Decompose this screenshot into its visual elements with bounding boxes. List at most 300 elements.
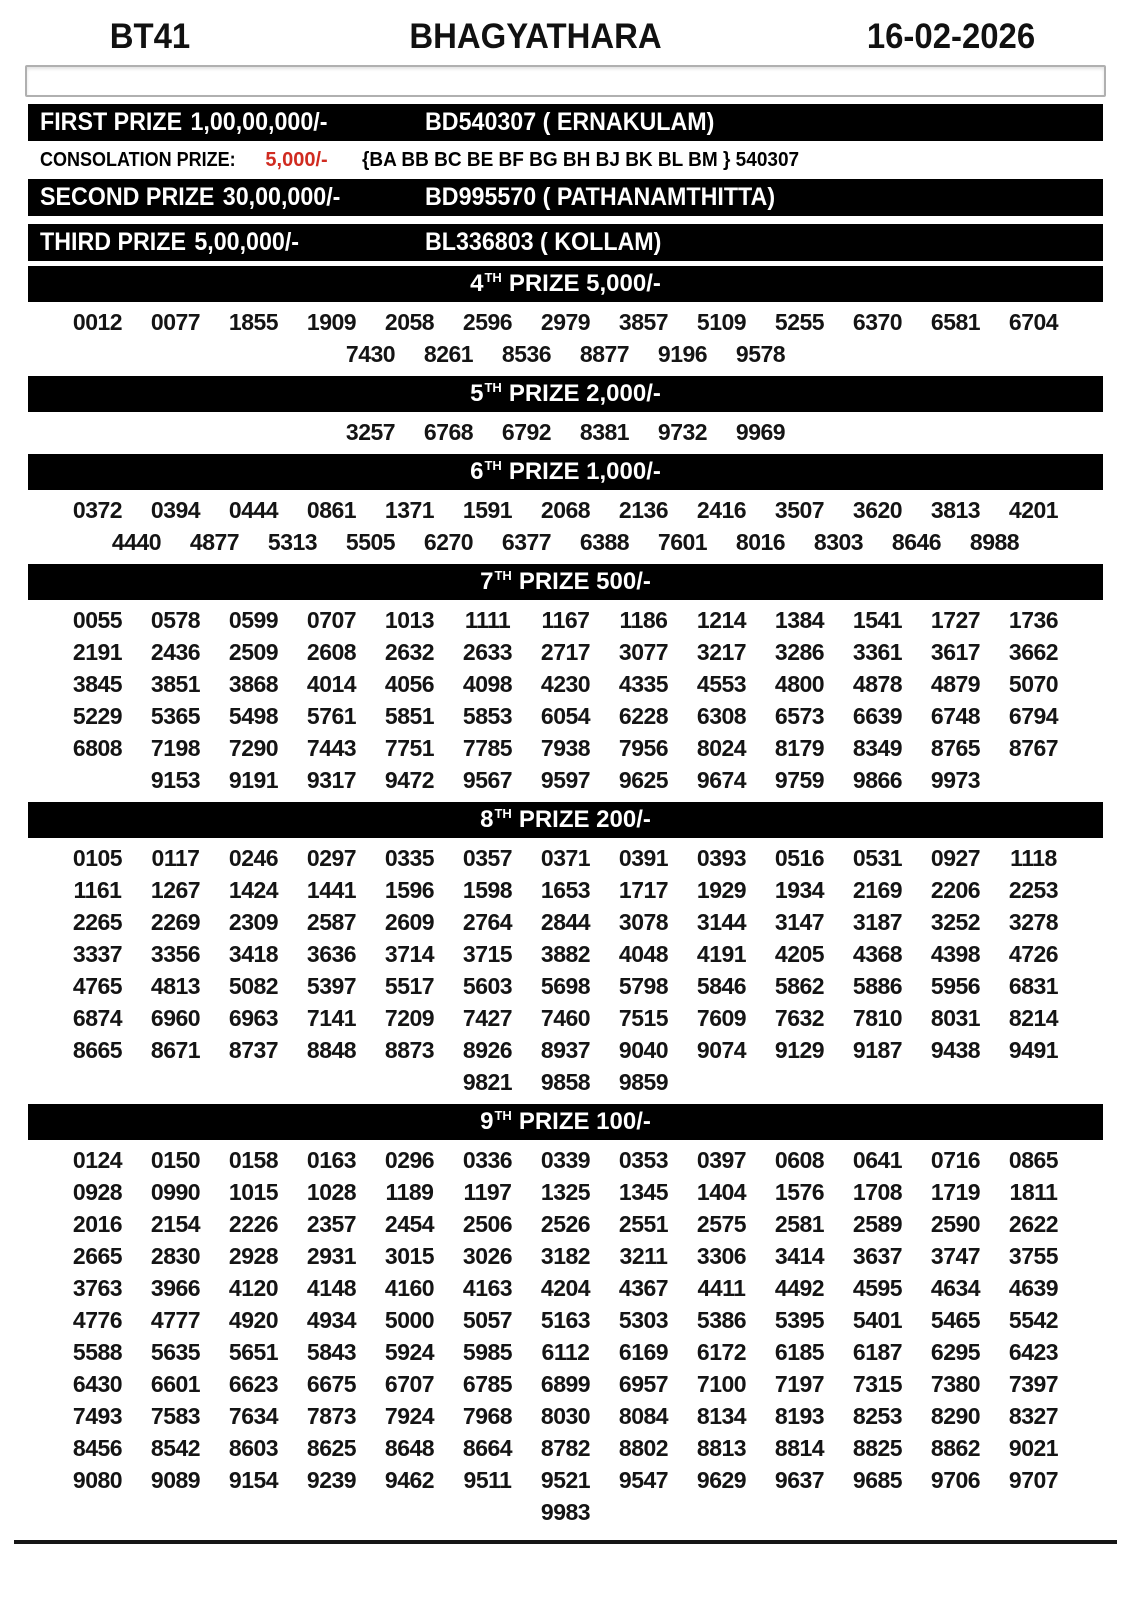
ticket-number: 5517 bbox=[384, 973, 435, 999]
ticket-number: 8261 bbox=[423, 341, 474, 367]
ticket-number: 4920 bbox=[228, 1307, 279, 1333]
ticket-number: 4411 bbox=[697, 1275, 746, 1301]
ticket-number: 4120 bbox=[228, 1275, 279, 1301]
ticket-number: 1909 bbox=[306, 309, 357, 335]
ticket-number: 8988 bbox=[969, 529, 1020, 555]
prize-section-9th bbox=[0, 1104, 1131, 1528]
ticket-number: 4048 bbox=[618, 941, 669, 967]
ticket-number: 9732 bbox=[657, 419, 708, 445]
ticket-number: 3845 bbox=[72, 671, 123, 697]
ticket-number: 1441 bbox=[306, 877, 357, 903]
ticket-number: 1189 bbox=[385, 1179, 434, 1205]
ticket-number: 7634 bbox=[228, 1403, 279, 1429]
prize-section-5th bbox=[0, 376, 1131, 448]
ticket-number: 0394 bbox=[150, 497, 201, 523]
ticket-number: 1325 bbox=[540, 1179, 591, 1205]
ticket-number: 8665 bbox=[72, 1037, 123, 1063]
ticket-number: 4813 bbox=[150, 973, 201, 999]
ticket-number: 9191 bbox=[228, 767, 279, 793]
ticket-number: 5386 bbox=[696, 1307, 747, 1333]
ticket-number: 2016 bbox=[72, 1211, 123, 1237]
number-row bbox=[28, 668, 1103, 700]
ticket-number: 2136 bbox=[618, 497, 669, 523]
ticket-number: 0105 bbox=[72, 845, 123, 871]
third-prize-name: THIRD PRIZE bbox=[40, 228, 186, 256]
ticket-number: 7397 bbox=[1008, 1371, 1059, 1397]
ticket-number: 2622 bbox=[1008, 1211, 1059, 1237]
draw-code: BT41 bbox=[109, 17, 191, 56]
ticket-number: 7209 bbox=[384, 1005, 435, 1031]
ticket-number: 8825 bbox=[852, 1435, 903, 1461]
ticket-number: 1727 bbox=[930, 607, 981, 633]
ticket-number: 7968 bbox=[462, 1403, 513, 1429]
ticket-number: 7197 bbox=[774, 1371, 825, 1397]
ticket-number: 7583 bbox=[150, 1403, 201, 1429]
ticket-number: 8877 bbox=[579, 341, 630, 367]
second-prize-winner: BD995570 ( PATHANAMTHITTA) bbox=[425, 183, 776, 211]
ticket-number: 4368 bbox=[852, 941, 903, 967]
ticket-number: 8303 bbox=[813, 529, 864, 555]
number-row bbox=[28, 938, 1103, 970]
ticket-number: 4056 bbox=[384, 671, 435, 697]
ticket-number: 4160 bbox=[384, 1275, 435, 1301]
ticket-number: 6228 bbox=[618, 703, 669, 729]
ticket-number: 4230 bbox=[540, 671, 591, 697]
ticket-number: 3252 bbox=[930, 909, 981, 935]
ticket-number: 5082 bbox=[228, 973, 279, 999]
ticket-number: 9969 bbox=[735, 419, 786, 445]
ticket-number: 8214 bbox=[1008, 1005, 1059, 1031]
ticket-number: 6377 bbox=[501, 529, 552, 555]
ticket-number: 8625 bbox=[306, 1435, 357, 1461]
ticket-number: 8648 bbox=[384, 1435, 435, 1461]
ticket-number: 3620 bbox=[852, 497, 903, 523]
number-row bbox=[28, 416, 1103, 448]
ticket-number: 3182 bbox=[540, 1243, 591, 1269]
number-row bbox=[28, 1400, 1103, 1432]
number-row bbox=[28, 526, 1103, 558]
ticket-number: 0357 bbox=[462, 845, 513, 871]
ticket-number: 5498 bbox=[228, 703, 279, 729]
number-row bbox=[28, 338, 1103, 370]
ticket-number: 6601 bbox=[150, 1371, 201, 1397]
third-prize-label bbox=[40, 228, 398, 257]
ticket-number: 4014 bbox=[306, 671, 357, 697]
ticket-number: 7609 bbox=[696, 1005, 747, 1031]
ticket-number: 1598 bbox=[462, 877, 513, 903]
ticket-number: 0927 bbox=[930, 845, 981, 871]
ticket-number: 9472 bbox=[384, 767, 435, 793]
ticket-number: 6185 bbox=[774, 1339, 825, 1365]
winning-numbers-4th bbox=[28, 306, 1103, 370]
ticket-number: 3361 bbox=[852, 639, 903, 665]
ticket-number: 0336 bbox=[462, 1147, 513, 1173]
prize-band-9th bbox=[28, 1104, 1103, 1140]
ticket-number: 3636 bbox=[306, 941, 357, 967]
ticket-number: 6792 bbox=[501, 419, 552, 445]
ticket-number: 1929 bbox=[696, 877, 747, 903]
ticket-number: 6794 bbox=[1008, 703, 1059, 729]
ticket-number: 0516 bbox=[774, 845, 825, 871]
ticket-number: 9706 bbox=[930, 1467, 981, 1493]
ticket-number: 1424 bbox=[228, 877, 279, 903]
ticket-number: 6808 bbox=[72, 735, 123, 761]
ticket-number: 7924 bbox=[384, 1403, 435, 1429]
winning-numbers-9th bbox=[28, 1144, 1103, 1528]
ticket-number: 9821 bbox=[462, 1069, 513, 1095]
ticket-number: 2357 bbox=[306, 1211, 357, 1237]
ticket-number: 0578 bbox=[150, 607, 201, 633]
ticket-number: 6295 bbox=[930, 1339, 981, 1365]
ticket-number: 6639 bbox=[852, 703, 903, 729]
ticket-number: 7427 bbox=[462, 1005, 513, 1031]
ticket-number: 6707 bbox=[384, 1371, 435, 1397]
ticket-number: 5956 bbox=[930, 973, 981, 999]
ticket-number: 2717 bbox=[540, 639, 591, 665]
number-row bbox=[28, 1176, 1103, 1208]
ticket-number: 3015 bbox=[384, 1243, 435, 1269]
ticket-number: 6785 bbox=[462, 1371, 513, 1397]
ticket-number: 1576 bbox=[774, 1179, 825, 1205]
ticket-number: 2590 bbox=[930, 1211, 981, 1237]
ticket-number: 6963 bbox=[228, 1005, 279, 1031]
ticket-number: 0865 bbox=[1008, 1147, 1059, 1173]
ticket-number: 3507 bbox=[774, 497, 825, 523]
ticket-number: 7141 bbox=[306, 1005, 357, 1031]
ticket-number: 1811 bbox=[1009, 1179, 1058, 1205]
ticket-number: 9759 bbox=[774, 767, 825, 793]
prize-band-6th bbox=[28, 454, 1103, 490]
ticket-number: 8767 bbox=[1008, 735, 1059, 761]
ticket-number: 8016 bbox=[735, 529, 786, 555]
second-prize-name: SECOND PRIZE bbox=[40, 183, 215, 211]
ticket-number: 1541 bbox=[852, 607, 903, 633]
ticket-number: 7873 bbox=[306, 1403, 357, 1429]
number-row bbox=[28, 1464, 1103, 1496]
ticket-number: 4877 bbox=[189, 529, 240, 555]
ticket-number: 9547 bbox=[618, 1467, 669, 1493]
number-row bbox=[28, 842, 1103, 874]
ticket-number: 2665 bbox=[72, 1243, 123, 1269]
ticket-number: 7810 bbox=[852, 1005, 903, 1031]
ticket-number: 0012 bbox=[72, 309, 123, 335]
ticket-number: 3882 bbox=[540, 941, 591, 967]
ticket-number: 4398 bbox=[930, 941, 981, 967]
prize-band-7th bbox=[28, 564, 1103, 600]
ticket-number: 0335 bbox=[384, 845, 435, 871]
ticket-number: 1015 bbox=[228, 1179, 279, 1205]
ticket-number: 9080 bbox=[72, 1467, 123, 1493]
ticket-number: 4634 bbox=[930, 1275, 981, 1301]
number-row bbox=[28, 1272, 1103, 1304]
draw-date: 16-02-2026 bbox=[866, 17, 1036, 56]
prize-section-6th bbox=[0, 454, 1131, 558]
ticket-number: 8926 bbox=[462, 1037, 513, 1063]
ticket-number: 6172 bbox=[696, 1339, 747, 1365]
third-prize-amount: 5,00,000/- bbox=[194, 228, 300, 256]
ticket-number: 9597 bbox=[540, 767, 591, 793]
ticket-number: 6831 bbox=[1008, 973, 1059, 999]
ticket-number: 7380 bbox=[930, 1371, 981, 1397]
ticket-number: 7198 bbox=[150, 735, 201, 761]
ticket-number: 3747 bbox=[930, 1243, 981, 1269]
ticket-number: 5542 bbox=[1008, 1307, 1059, 1333]
ticket-number: 3617 bbox=[930, 639, 981, 665]
ticket-number: 2589 bbox=[852, 1211, 903, 1237]
ticket-number: 0117 bbox=[151, 845, 200, 871]
ticket-number: 5229 bbox=[72, 703, 123, 729]
number-row bbox=[28, 1208, 1103, 1240]
ticket-number: 3211 bbox=[619, 1243, 668, 1269]
ticket-number: 3714 bbox=[384, 941, 435, 967]
ticket-number: 8327 bbox=[1008, 1403, 1059, 1429]
ticket-number: 2253 bbox=[1008, 877, 1059, 903]
ticket-number: 3306 bbox=[696, 1243, 747, 1269]
ticket-number: 6874 bbox=[72, 1005, 123, 1031]
ticket-number: 1167 bbox=[541, 607, 590, 633]
ticket-number: 6308 bbox=[696, 703, 747, 729]
ticket-number: 2269 bbox=[150, 909, 201, 935]
ticket-number: 9438 bbox=[930, 1037, 981, 1063]
ticket-number: 0444 bbox=[228, 497, 279, 523]
ticket-number: 0391 bbox=[618, 845, 669, 871]
ticket-number: 5465 bbox=[930, 1307, 981, 1333]
ticket-number: 6768 bbox=[423, 419, 474, 445]
ticket-number: 4335 bbox=[618, 671, 669, 697]
prize-title-9th: 9TH PRIZE 100/- bbox=[480, 1108, 651, 1135]
ticket-number: 6370 bbox=[852, 309, 903, 335]
winning-numbers-7th bbox=[28, 604, 1103, 796]
ticket-number: 4163 bbox=[462, 1275, 513, 1301]
second-prize-amount: 30,00,000/- bbox=[222, 183, 341, 211]
ticket-number: 8253 bbox=[852, 1403, 903, 1429]
ticket-number: 4205 bbox=[774, 941, 825, 967]
ticket-number: 9040 bbox=[618, 1037, 669, 1063]
ticket-number: 1596 bbox=[384, 877, 435, 903]
ticket-number: 3356 bbox=[150, 941, 201, 967]
prize-section-7th bbox=[0, 564, 1131, 796]
ticket-number: 7956 bbox=[618, 735, 669, 761]
ticket-number: 6581 bbox=[930, 309, 981, 335]
prize-section-4th bbox=[0, 266, 1131, 370]
ticket-number: 9625 bbox=[618, 767, 669, 793]
ticket-number: 1267 bbox=[150, 877, 201, 903]
ticket-number: 5303 bbox=[618, 1307, 669, 1333]
ticket-number: 4148 bbox=[306, 1275, 357, 1301]
ticket-number: 5255 bbox=[774, 309, 825, 335]
ticket-number: 6054 bbox=[540, 703, 591, 729]
ticket-number: 3662 bbox=[1008, 639, 1059, 665]
ticket-number: 0990 bbox=[150, 1179, 201, 1205]
ticket-number: 2581 bbox=[774, 1211, 825, 1237]
ticket-number: 9866 bbox=[852, 767, 903, 793]
ticket-number: 1934 bbox=[774, 877, 825, 903]
ticket-number: 3414 bbox=[774, 1243, 825, 1269]
ticket-number: 8873 bbox=[384, 1037, 435, 1063]
ticket-number: 0339 bbox=[540, 1147, 591, 1173]
ticket-number: 1708 bbox=[852, 1179, 903, 1205]
ticket-number: 5635 bbox=[150, 1339, 201, 1365]
ticket-number: 8646 bbox=[891, 529, 942, 555]
ticket-number: 2928 bbox=[228, 1243, 279, 1269]
ticket-number: 0371 bbox=[540, 845, 591, 871]
ticket-number: 9521 bbox=[540, 1467, 591, 1493]
ticket-number: 0608 bbox=[774, 1147, 825, 1173]
ticket-number: 2764 bbox=[462, 909, 513, 935]
ticket-number: 7460 bbox=[540, 1005, 591, 1031]
second-prize-band bbox=[28, 179, 1103, 216]
ticket-number: 9462 bbox=[384, 1467, 435, 1493]
ticket-number: 8024 bbox=[696, 735, 747, 761]
ticket-number: 8031 bbox=[930, 1005, 981, 1031]
first-prize-name: FIRST PRIZE bbox=[40, 108, 183, 136]
ticket-number: 5843 bbox=[306, 1339, 357, 1365]
ticket-number: 2596 bbox=[462, 309, 513, 335]
ticket-number: 5000 bbox=[384, 1307, 435, 1333]
ticket-number: 9317 bbox=[306, 767, 357, 793]
ticket-number: 8848 bbox=[306, 1037, 357, 1063]
ticket-number: 0861 bbox=[306, 497, 357, 523]
ticket-number: 3144 bbox=[696, 909, 747, 935]
ticket-number: 5698 bbox=[540, 973, 591, 999]
ticket-number: 3857 bbox=[618, 309, 669, 335]
ticket-number: 7515 bbox=[618, 1005, 669, 1031]
ticket-number: 0296 bbox=[384, 1147, 435, 1173]
bottom-divider bbox=[14, 1540, 1117, 1544]
ticket-number: 2454 bbox=[384, 1211, 435, 1237]
number-row bbox=[28, 764, 1103, 796]
prize-band-5th bbox=[28, 376, 1103, 412]
ticket-number: 4776 bbox=[72, 1307, 123, 1333]
ticket-number: 0158 bbox=[228, 1147, 279, 1173]
ticket-number: 8084 bbox=[618, 1403, 669, 1429]
ticket-number: 6675 bbox=[306, 1371, 357, 1397]
ticket-number: 5057 bbox=[462, 1307, 513, 1333]
ticket-number: 3813 bbox=[930, 497, 981, 523]
ticket-number: 9491 bbox=[1008, 1037, 1059, 1063]
ticket-number: 5397 bbox=[306, 973, 357, 999]
ticket-number: 9859 bbox=[618, 1069, 669, 1095]
ticket-number: 2068 bbox=[540, 497, 591, 523]
empty-banner-box bbox=[25, 65, 1106, 97]
number-row bbox=[28, 906, 1103, 938]
ticket-number: 4934 bbox=[306, 1307, 357, 1333]
number-row bbox=[28, 1304, 1103, 1336]
ticket-number: 3337 bbox=[72, 941, 123, 967]
ticket-number: 9629 bbox=[696, 1467, 747, 1493]
ticket-number: 3763 bbox=[72, 1275, 123, 1301]
ticket-number: 1371 bbox=[384, 497, 435, 523]
ticket-number: 2575 bbox=[696, 1211, 747, 1237]
ticket-number: 3966 bbox=[150, 1275, 201, 1301]
ticket-number: 8671 bbox=[150, 1037, 201, 1063]
number-row bbox=[28, 874, 1103, 906]
ticket-number: 7632 bbox=[774, 1005, 825, 1031]
ticket-number: 4098 bbox=[462, 671, 513, 697]
ticket-number: 9021 bbox=[1008, 1435, 1059, 1461]
ticket-number: 5846 bbox=[696, 973, 747, 999]
ticket-number: 2830 bbox=[150, 1243, 201, 1269]
ticket-number: 4878 bbox=[852, 671, 903, 697]
prize-title-5th: 5TH PRIZE 2,000/- bbox=[470, 380, 661, 407]
ticket-number: 3078 bbox=[618, 909, 669, 935]
ticket-number: 7290 bbox=[228, 735, 279, 761]
ticket-number: 0372 bbox=[72, 497, 123, 523]
winning-numbers-6th bbox=[28, 494, 1103, 558]
ticket-number: 3257 bbox=[345, 419, 396, 445]
ticket-number: 1591 bbox=[462, 497, 513, 523]
ticket-number: 6169 bbox=[618, 1339, 669, 1365]
ticket-number: 8536 bbox=[501, 341, 552, 367]
ticket-number: 4440 bbox=[111, 529, 162, 555]
ticket-number: 2608 bbox=[306, 639, 357, 665]
ticket-number: 9154 bbox=[228, 1467, 279, 1493]
ticket-number: 2979 bbox=[540, 309, 591, 335]
number-row bbox=[28, 700, 1103, 732]
number-row bbox=[28, 1034, 1103, 1066]
ticket-number: 5163 bbox=[540, 1307, 591, 1333]
ticket-number: 4553 bbox=[696, 671, 747, 697]
ticket-number: 1717 bbox=[618, 877, 669, 903]
ticket-number: 9129 bbox=[774, 1037, 825, 1063]
ticket-number: 8030 bbox=[540, 1403, 591, 1429]
ticket-number: 0246 bbox=[228, 845, 279, 871]
ticket-number: 5588 bbox=[72, 1339, 123, 1365]
ticket-number: 2506 bbox=[462, 1211, 513, 1237]
ticket-number: 2551 bbox=[618, 1211, 669, 1237]
ticket-number: 0716 bbox=[930, 1147, 981, 1173]
ticket-number: 0163 bbox=[306, 1147, 357, 1173]
number-row bbox=[28, 306, 1103, 338]
ticket-number: 9074 bbox=[696, 1037, 747, 1063]
ticket-number: 2526 bbox=[540, 1211, 591, 1237]
ticket-number: 2169 bbox=[852, 877, 903, 903]
first-prize-winner: BD540307 ( ERNAKULAM) bbox=[425, 108, 715, 136]
ticket-number: 5886 bbox=[852, 973, 903, 999]
ticket-number: 9973 bbox=[930, 767, 981, 793]
ticket-number: 1013 bbox=[384, 607, 435, 633]
ticket-number: 2844 bbox=[540, 909, 591, 935]
ticket-number: 9153 bbox=[150, 767, 201, 793]
ticket-number: 2509 bbox=[228, 639, 279, 665]
prize-title-4th: 4TH PRIZE 5,000/- bbox=[470, 270, 661, 297]
ticket-number: 6623 bbox=[228, 1371, 279, 1397]
ticket-number: 3278 bbox=[1008, 909, 1059, 935]
ticket-number: 9637 bbox=[774, 1467, 825, 1493]
ticket-number: 3077 bbox=[618, 639, 669, 665]
ticket-number: 5070 bbox=[1008, 671, 1059, 697]
ticket-number: 9983 bbox=[540, 1499, 591, 1525]
ticket-number: 3715 bbox=[462, 941, 513, 967]
ticket-number: 5401 bbox=[852, 1307, 903, 1333]
number-row bbox=[28, 732, 1103, 764]
ticket-number: 5853 bbox=[462, 703, 513, 729]
ticket-number: 8814 bbox=[774, 1435, 825, 1461]
ticket-number: 4765 bbox=[72, 973, 123, 999]
ticket-number: 4191 bbox=[696, 941, 747, 967]
ticket-number: 4595 bbox=[852, 1275, 903, 1301]
winning-numbers-8th bbox=[28, 842, 1103, 1098]
ticket-number: 0353 bbox=[618, 1147, 669, 1173]
first-prize-amount: 1,00,00,000/- bbox=[190, 108, 328, 136]
consolation-amount: 5,000/- bbox=[265, 148, 328, 171]
ticket-number: 9707 bbox=[1008, 1467, 1059, 1493]
ticket-number: 8134 bbox=[696, 1403, 747, 1429]
ticket-number: 3755 bbox=[1008, 1243, 1059, 1269]
ticket-number: 0707 bbox=[306, 607, 357, 633]
prize-title-8th: 8TH PRIZE 200/- bbox=[480, 806, 651, 833]
ticket-number: 6748 bbox=[930, 703, 981, 729]
